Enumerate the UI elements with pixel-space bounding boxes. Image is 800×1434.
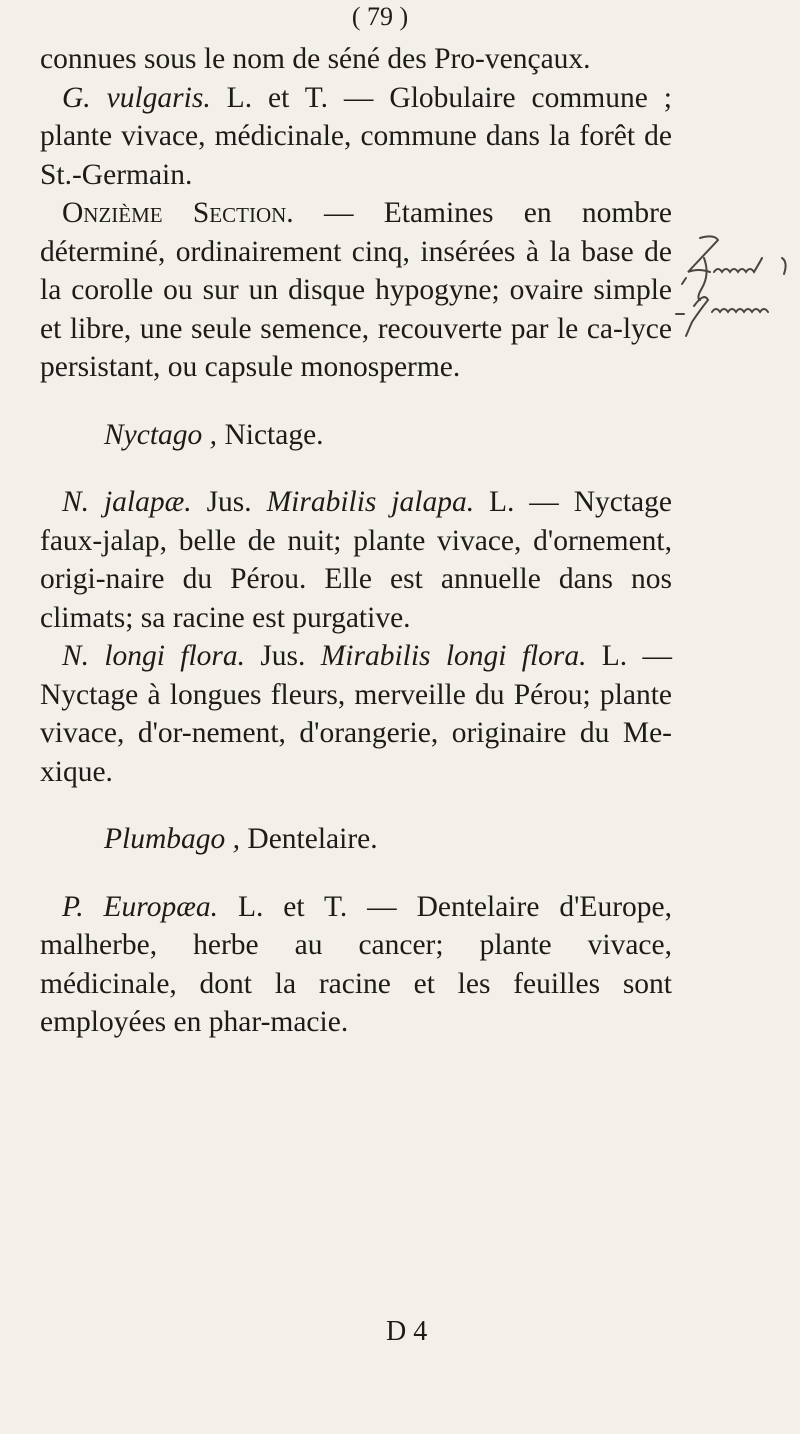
entry-text: L. et T. — Globulaire commune ; plante vivace, médicinale, commune dans la forêt de St.-Germain.: [40, 81, 672, 191]
genus-common-name: Nictage.: [217, 418, 324, 451]
species-name: N. longi flora.: [62, 640, 246, 672]
genus-name: Nyctago ,: [104, 418, 218, 451]
author-abbrev: Jus.: [245, 640, 321, 672]
genus-heading-plumbago: [40, 820, 672, 859]
species-name: N. jalapæ.: [62, 486, 192, 518]
continuation-text: connues sous le nom de séné des Pro-vençaux.: [40, 43, 591, 75]
section-eleven: [40, 194, 672, 387]
species-name: P. Europæa.: [62, 890, 218, 923]
section-heading: Onzième Section.: [62, 197, 294, 229]
species-name: G. vulgaris.: [62, 81, 211, 114]
section-text: — Etamines en nombre déterminé, ordinairement cinq, insérées à la base de la corolle ou sur un disque hypogyne; ovaire simple et libre, une seule semence, recouverte par le ca-lyce persistant, ou capsule monosperme.: [40, 197, 673, 383]
entry-text: L. — Nyctage à longues fleurs, merveille du Pérou; plante vivace, d'or-nement, d'orangerie, originaire du Me-xique.: [40, 640, 672, 788]
genus-name: Plumbago ,: [104, 823, 241, 855]
entry-plumbago-europaea: [40, 888, 672, 1042]
genus-common-name: Dentelaire.: [240, 823, 378, 855]
handwritten-margin-note: [674, 228, 800, 348]
printer-signature: D 4: [386, 1316, 428, 1347]
author-abbrev: Jus.: [191, 486, 267, 518]
entry-nyctago-jalapae: [40, 483, 672, 637]
genus-heading-nyctago: [40, 416, 672, 455]
synonym-name: Mirabilis jalapa.: [266, 486, 475, 518]
paragraph-continuation: [40, 40, 672, 79]
synonym-name: Mirabilis longi flora.: [320, 640, 587, 672]
entry-text: L. et T. — Dentelaire d'Europe, malherbe, herbe au cancer; plante vivace, médicinale, dont la racine et les feuilles sont employées en phar-macie.: [40, 890, 672, 1038]
entry-text: L. — Nyctage faux-jalap, belle de nuit; plante vivace, d'ornement, origi-naire du Pérou. Elle est annuelle dans nos climats; sa racine est purgative.: [40, 486, 672, 634]
text-column: [40, 40, 672, 1042]
page-number: ( 79 ): [351, 2, 409, 31]
entry-globularia-vulgaris: [40, 79, 672, 195]
entry-nyctago-longiflora: [40, 637, 672, 791]
